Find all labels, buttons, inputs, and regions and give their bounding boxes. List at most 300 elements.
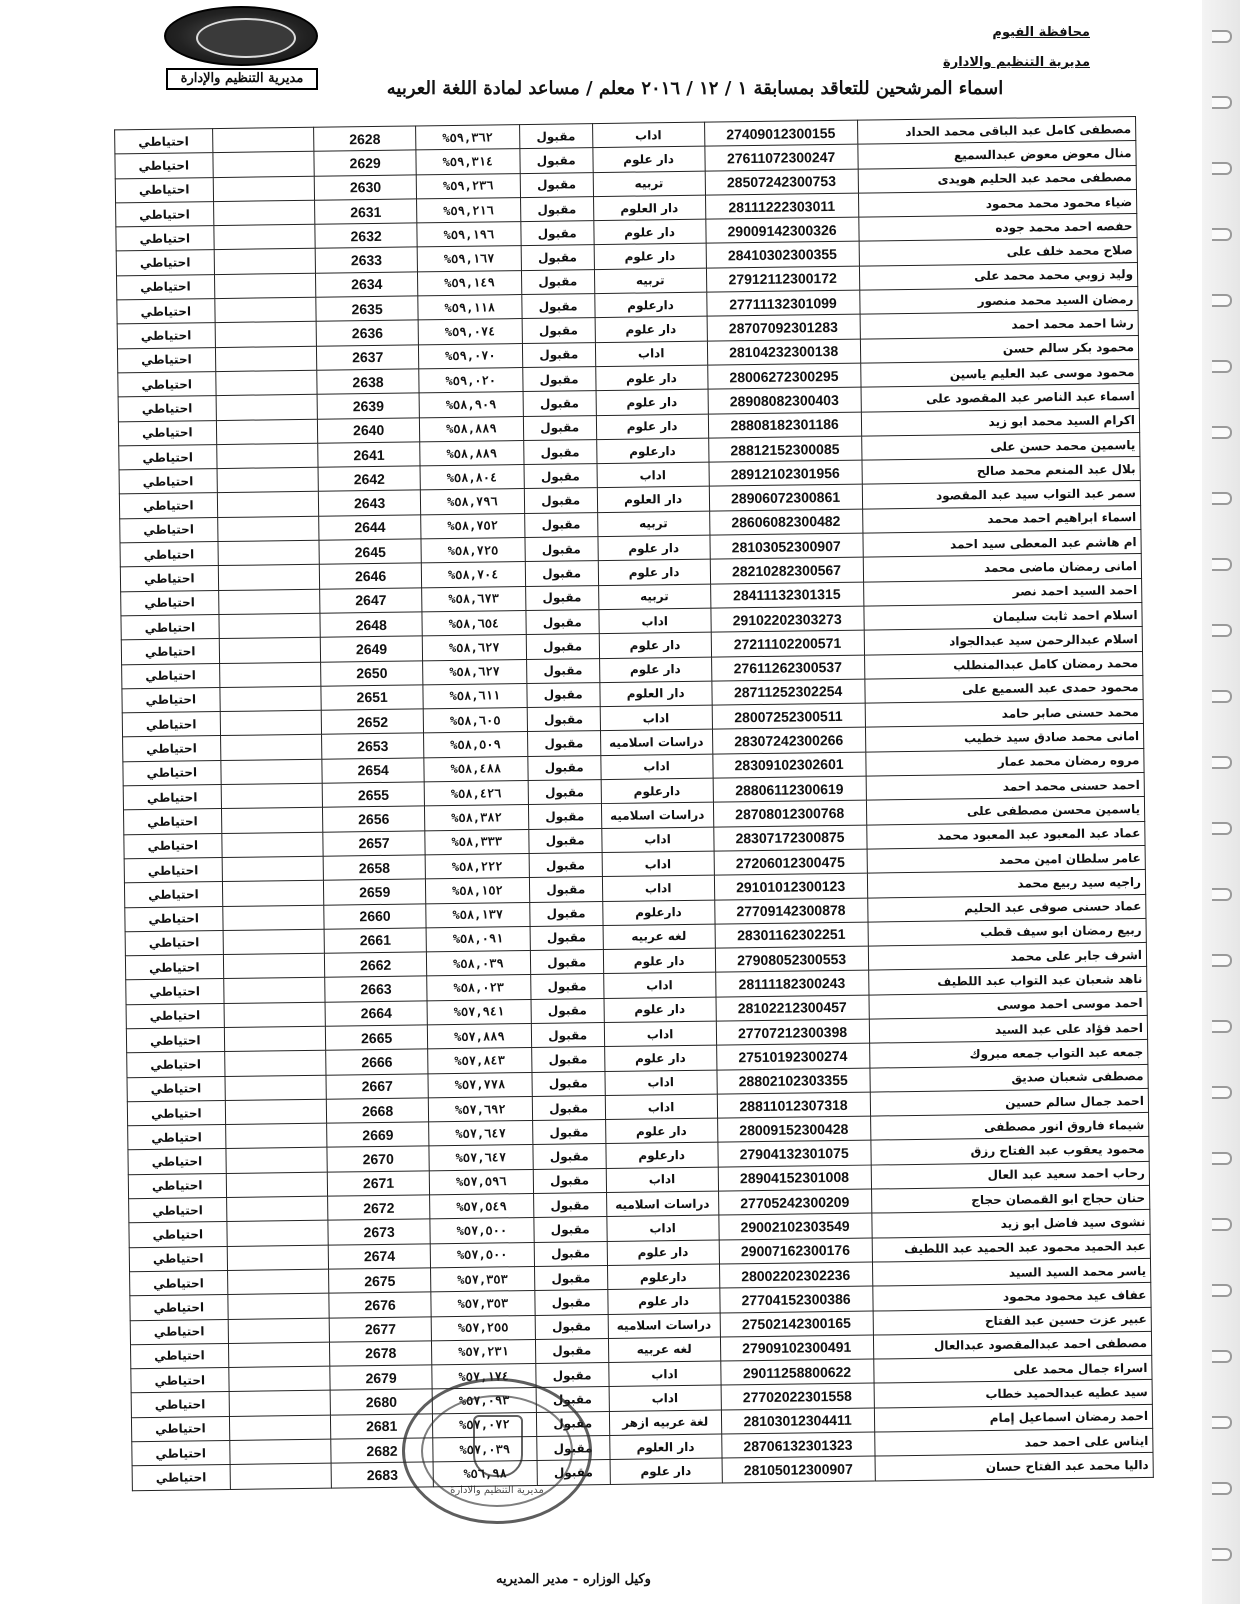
- blank-cell: [219, 637, 321, 663]
- blank-cell: [220, 759, 322, 785]
- candidate-name: عفاف عيد محمود محمود: [872, 1283, 1151, 1311]
- rank-number: 2662: [325, 952, 427, 978]
- candidate-name: محمد حسنى صابر حامد: [865, 700, 1144, 728]
- national-id: 28102212300457: [716, 995, 869, 1021]
- blank-cell: [213, 152, 315, 178]
- blank-cell: [217, 467, 319, 493]
- rank-number: 2628: [314, 126, 416, 152]
- national-id: 27211102200571: [711, 630, 864, 656]
- status: مقبول: [528, 755, 601, 780]
- qualification: دار علوم: [596, 414, 708, 440]
- rank-number: 2655: [322, 782, 424, 808]
- candidate-type: احتياطي: [128, 1125, 226, 1151]
- qualification: دار العلوم: [609, 1434, 721, 1460]
- signature-line: وكيل الوزاره - مدير المديريه: [496, 1572, 651, 1587]
- qualification: دارعلوم: [601, 778, 713, 804]
- national-id: 28410302300355: [706, 242, 859, 268]
- candidate-name: نشوى سيد فاضل ابو زيد: [871, 1210, 1150, 1238]
- national-id: 28912102301956: [709, 460, 862, 486]
- qualification: تربيه: [598, 584, 710, 610]
- score: %٥٧,٢٣١: [431, 1339, 535, 1365]
- rank-number: 2650: [321, 660, 423, 686]
- rank-number: 2634: [316, 272, 418, 298]
- score: %٥٩,١٩٦: [417, 222, 521, 248]
- candidate-type: احتياطي: [116, 201, 214, 227]
- blank-cell: [218, 540, 320, 566]
- national-id: 28507242300753: [705, 169, 858, 195]
- national-id: 28307172300875: [713, 825, 866, 851]
- national-id: 27510192300274: [716, 1043, 869, 1069]
- candidate-type: احتياطي: [126, 1003, 224, 1029]
- score: %٥٨,٠٩١: [426, 926, 530, 952]
- candidate-type: احتياطي: [122, 687, 220, 713]
- candidate-name: ربيع رمضان ابو سيف قطب: [868, 918, 1147, 946]
- status: مقبول: [528, 804, 601, 829]
- candidate-name: سمر عبد التواب سيد عبد المقصود: [862, 481, 1141, 509]
- qualification: دار علوم: [598, 535, 710, 561]
- rank-number: 2680: [330, 1389, 432, 1415]
- binder-ring-icon: [1212, 1086, 1232, 1099]
- candidate-name: عامر سلطان امين محمد: [867, 845, 1146, 873]
- score: %٥٩,٠٧٤: [418, 319, 522, 345]
- status: مقبول: [533, 1144, 606, 1169]
- rank-number: 2637: [317, 345, 419, 371]
- blank-cell: [213, 200, 315, 226]
- qualification: لغه عربيه: [608, 1337, 720, 1363]
- candidate-name: ياسمين محسن مصطفى على: [866, 797, 1145, 825]
- candidate-type: احتياطي: [123, 760, 221, 786]
- candidate-name: مروه رمضان محمد عمار: [865, 748, 1144, 776]
- status: مقبول: [526, 634, 599, 659]
- blank-cell: [224, 1026, 326, 1052]
- candidate-name: محمود بكر سالم حسن: [860, 335, 1139, 363]
- candidate-name: ايناس على احمد حمد: [874, 1428, 1153, 1456]
- rank-number: 2632: [315, 223, 417, 249]
- national-id: 27709142300878: [714, 898, 867, 924]
- national-id: 28210282300567: [710, 557, 863, 583]
- candidates-table-wrapper: [114, 116, 1154, 1491]
- status: مقبول: [533, 1193, 606, 1218]
- national-id: 27611262300537: [711, 655, 864, 681]
- qualification: اداب: [607, 1215, 719, 1241]
- status: مقبول: [527, 682, 600, 707]
- score: %٥٨,٧٢٥: [421, 538, 525, 564]
- candidate-name: اسماء ابراهيم احمد محمد: [862, 505, 1141, 533]
- blank-cell: [224, 1050, 326, 1076]
- score: %٥٨,٣٨٢: [424, 805, 528, 831]
- blank-cell: [226, 1172, 328, 1198]
- directorate-logo: [160, 4, 320, 86]
- score: %٥٧,٥٤٩: [430, 1194, 534, 1220]
- national-id: 28808182301186: [708, 412, 861, 438]
- status: مقبول: [520, 148, 593, 173]
- candidate-name: راجيه سيد ربيع محمد: [867, 870, 1146, 898]
- binder-ring-icon: [1212, 1548, 1232, 1561]
- national-id: 28711252302254: [711, 679, 864, 705]
- status: مقبول: [536, 1436, 609, 1461]
- candidate-name: حفصه احمد محمد جوده: [858, 214, 1137, 242]
- candidate-type: احتياطي: [131, 1416, 229, 1442]
- score: %٥٨,٧٥٢: [421, 513, 525, 539]
- status: مقبول: [530, 950, 603, 975]
- qualification: دارعلوم: [607, 1264, 719, 1290]
- candidate-type: احتياطي: [121, 614, 219, 640]
- national-id: 27707212300398: [716, 1019, 869, 1045]
- national-id: 28812152300085: [708, 436, 861, 462]
- candidate-name: محمد رمضان كامل عبدالمنطلب: [864, 651, 1143, 679]
- candidate-name: ناهد شعبان عبد التواب عبد اللطيف: [868, 967, 1147, 995]
- national-id: 27206012300475: [714, 849, 867, 875]
- score: %٥٧,٥٠٠: [430, 1242, 534, 1268]
- blank-cell: [222, 905, 324, 931]
- score: %٥٧,٩٤١: [427, 999, 531, 1025]
- governorate-label: محافظة الفيوم: [992, 25, 1090, 40]
- candidate-name: اسلام عبدالرحمن سيد عبدالجواد: [864, 627, 1143, 655]
- qualification: دراسات اسلاميه: [608, 1313, 720, 1339]
- status: مقبول: [534, 1265, 607, 1290]
- qualification: دار علوم: [595, 365, 707, 391]
- status: مقبول: [527, 731, 600, 756]
- candidate-type: احتياطي: [118, 420, 216, 446]
- candidate-type: احتياطي: [130, 1295, 228, 1321]
- qualification: اداب: [608, 1361, 720, 1387]
- candidate-name: اسماء عبد الناصر عبد المقصود على: [861, 384, 1140, 412]
- national-id: 28707092301283: [707, 315, 860, 341]
- score: %٥٩,٠٢٠: [419, 368, 523, 394]
- candidate-name: عبير عزت حسين عبد الفتاح: [873, 1307, 1152, 1335]
- status: مقبول: [527, 707, 600, 732]
- qualification: دار علوم: [607, 1288, 719, 1314]
- national-id: 29007162300176: [719, 1238, 872, 1264]
- rank-number: 2658: [323, 855, 425, 881]
- status: مقبول: [523, 415, 596, 440]
- score: %٥٩,١٤٩: [417, 270, 521, 296]
- national-id: 28904152301008: [718, 1165, 871, 1191]
- candidate-type: احتياطي: [119, 493, 217, 519]
- national-id: 27912112300172: [706, 266, 859, 292]
- national-id: 28111222303011: [705, 193, 858, 219]
- score: %٥٨,٠٣٩: [426, 951, 530, 977]
- score: %٥٨,٦٥٤: [422, 610, 526, 636]
- status: مقبول: [534, 1241, 607, 1266]
- blank-cell: [227, 1245, 329, 1271]
- qualification: اداب: [595, 341, 707, 367]
- rank-number: 2647: [320, 588, 422, 614]
- status: مقبول: [534, 1217, 607, 1242]
- score: %٥٨,٥٠٩: [424, 732, 528, 758]
- binder-ring-icon: [1212, 426, 1232, 439]
- candidate-type: احتياطي: [120, 542, 218, 568]
- blank-cell: [216, 443, 318, 469]
- blank-cell: [220, 710, 322, 736]
- binder-ring-icon: [1212, 756, 1232, 769]
- qualification: اداب: [600, 754, 712, 780]
- seal-text: مديرية التنظيم والادارة: [450, 1485, 544, 1496]
- candidate-type: احتياطي: [132, 1465, 230, 1491]
- candidate-type: احتياطي: [129, 1246, 227, 1272]
- qualification: لغه عربيه: [603, 924, 715, 950]
- candidate-type: احتياطي: [130, 1270, 228, 1296]
- blank-cell: [221, 808, 323, 834]
- status: مقبول: [522, 342, 595, 367]
- candidate-type: احتياطي: [127, 1100, 225, 1126]
- candidate-type: احتياطي: [117, 347, 215, 373]
- blank-cell: [214, 249, 316, 275]
- score: %٥٧,٦٤٧: [429, 1145, 533, 1171]
- blank-cell: [215, 370, 317, 396]
- qualification: دارعلوم: [606, 1143, 718, 1169]
- candidate-name: احمد موسى احمد موسى: [869, 991, 1148, 1019]
- national-id: 29009142300326: [705, 217, 858, 243]
- blank-cell: [215, 322, 317, 348]
- rank-number: 2639: [317, 393, 419, 419]
- candidate-name: عبد الحميد محمود عبد الحميد عبد اللطيف: [872, 1234, 1151, 1262]
- blank-cell: [227, 1293, 329, 1319]
- candidate-name: امانى رمضان ماضى محمد: [863, 554, 1142, 582]
- candidate-name: اشرف جابر على محمد: [868, 943, 1147, 971]
- candidate-name: سيد عطيه عبدالحميد خطاب: [874, 1380, 1153, 1408]
- candidate-type: احتياطي: [122, 712, 220, 738]
- qualification: دار علوم: [610, 1458, 722, 1484]
- rank-number: 2683: [331, 1462, 433, 1488]
- candidate-name: مصطفى محمد عبد الحليم هويدى: [858, 165, 1137, 193]
- qualification: اداب: [597, 462, 709, 488]
- qualification: دار علوم: [604, 997, 716, 1023]
- status: مقبول: [521, 245, 594, 270]
- blank-cell: [228, 1342, 330, 1368]
- binder-ring-icon: [1212, 360, 1232, 373]
- candidate-type: احتياطي: [132, 1441, 230, 1467]
- status: مقبول: [537, 1460, 610, 1485]
- status: مقبول: [532, 1095, 605, 1120]
- blank-cell: [227, 1269, 329, 1295]
- qualification: اداب: [603, 972, 715, 998]
- national-id: 28307242300266: [712, 728, 865, 754]
- candidate-type: احتياطي: [115, 129, 213, 155]
- national-id: 28802102303355: [717, 1068, 870, 1094]
- rank-number: 2651: [321, 685, 423, 711]
- candidate-name: رمضان السيد محمد منصور: [859, 287, 1138, 315]
- national-id: 27705242300209: [718, 1189, 871, 1215]
- blank-cell: [219, 662, 321, 688]
- candidate-name: احمد جمال سالم حسين: [870, 1088, 1149, 1116]
- candidate-type: احتياطي: [129, 1198, 227, 1224]
- qualification: دار علوم: [599, 632, 711, 658]
- score: %٥٧,٦٤٧: [429, 1121, 533, 1147]
- score: %٥٧,٥٠٠: [430, 1218, 534, 1244]
- candidate-type: احتياطي: [130, 1319, 228, 1345]
- blank-cell: [222, 880, 324, 906]
- blank-cell: [213, 176, 315, 202]
- national-id: 28811012307318: [717, 1092, 870, 1118]
- blank-cell: [216, 395, 318, 421]
- candidates-table-body: [115, 117, 1154, 1491]
- status: مقبول: [520, 197, 593, 222]
- candidate-type: احتياطي: [118, 396, 216, 422]
- score: %٥٩,٢٣٦: [416, 173, 520, 199]
- national-id: 28105012300907: [722, 1456, 875, 1482]
- binder-ring-icon: [1212, 228, 1232, 241]
- candidate-name: عماد حسنى صوفى عبد الحليم: [867, 894, 1146, 922]
- candidate-type: احتياطي: [128, 1149, 226, 1175]
- candidate-type: احتياطي: [127, 1052, 225, 1078]
- status: مقبول: [525, 537, 598, 562]
- blank-cell: [222, 856, 324, 882]
- status: مقبول: [519, 124, 592, 149]
- blank-cell: [224, 1002, 326, 1028]
- score: %٥٩,٣٦٢: [416, 125, 520, 151]
- candidate-name: محمود يعقوب عبد الفتاح رزق: [871, 1137, 1150, 1165]
- status: مقبول: [532, 1071, 605, 1096]
- blank-cell: [225, 1075, 327, 1101]
- qualification: دارعلوم: [596, 438, 708, 464]
- score: %٥٩,١١٨: [418, 295, 522, 321]
- qualification: دار علوم: [593, 146, 705, 172]
- rank-number: 2672: [328, 1195, 430, 1221]
- score: %٥٨,١٣٧: [426, 902, 530, 928]
- candidate-type: احتياطي: [125, 906, 223, 932]
- header-block: [943, 18, 1090, 78]
- national-id: 28301162302251: [715, 922, 868, 948]
- blank-cell: [223, 953, 325, 979]
- blank-cell: [226, 1196, 328, 1222]
- candidate-type: احتياطي: [129, 1222, 227, 1248]
- rank-number: 2657: [323, 830, 425, 856]
- binder-ring-icon: [1212, 30, 1232, 43]
- logo-emblem-icon: [164, 6, 318, 66]
- rank-number: 2668: [327, 1098, 429, 1124]
- rank-number: 2667: [326, 1073, 428, 1099]
- binder-ring-icon: [1212, 690, 1232, 703]
- national-id: 29011258800622: [720, 1359, 873, 1385]
- qualification: اداب: [609, 1385, 721, 1411]
- rank-number: 2671: [328, 1171, 430, 1197]
- blank-cell: [218, 565, 320, 591]
- status: مقبول: [530, 925, 603, 950]
- rank-number: 2642: [318, 466, 420, 492]
- blank-cell: [229, 1439, 331, 1465]
- rank-number: 2640: [318, 417, 420, 443]
- qualification: دراسات اسلاميه: [606, 1191, 718, 1217]
- logo-label: مديرية التنظيم والإدارة: [166, 68, 318, 90]
- rank-number: 2635: [316, 296, 418, 322]
- rank-number: 2678: [330, 1341, 432, 1367]
- qualification: تربيه: [597, 511, 709, 537]
- qualification: اداب: [605, 1094, 717, 1120]
- candidate-name: بلال عبد المنعم محمد صالح: [862, 457, 1141, 485]
- qualification: دار علوم: [596, 389, 708, 415]
- blank-cell: [221, 783, 323, 809]
- binder-ring-icon: [1212, 822, 1232, 835]
- candidate-name: شيماء فاروق انور مصطفى: [870, 1113, 1149, 1141]
- page-title: اسماء المرشحين للتعاقد بمسابقة ١ / ١٢ / ٢٠١٦ معلم / مساعد لمادة اللغة العربيه: [386, 78, 1004, 99]
- rank-number: 2656: [323, 806, 425, 832]
- score: %٥٩,١٦٧: [417, 246, 521, 272]
- score: %٥٨,٦٠٥: [423, 708, 527, 734]
- blank-cell: [218, 589, 320, 615]
- status: مقبول: [524, 512, 597, 537]
- rank-number: 2679: [330, 1365, 432, 1391]
- candidate-name: اسلام احمد ثابت سليمان: [864, 602, 1143, 630]
- national-id: 28103052300907: [710, 533, 863, 559]
- binder-ring-icon: [1212, 1218, 1232, 1231]
- candidate-type: احتياطي: [116, 250, 214, 276]
- score: %٥٨,٢٢٢: [425, 853, 529, 879]
- candidate-name: احمد السيد احمد نصر: [863, 578, 1142, 606]
- national-id: 28009152300428: [717, 1116, 870, 1142]
- status: مقبول: [533, 1168, 606, 1193]
- rank-number: 2643: [319, 490, 421, 516]
- blank-cell: [212, 127, 314, 153]
- score: %٥٧,٠٣٩: [433, 1436, 537, 1462]
- candidate-name: منال معوض معوض عبدالسميع: [857, 141, 1136, 169]
- candidate-type: احتياطي: [117, 274, 215, 300]
- score: %٥٧,٢٥٥: [431, 1315, 535, 1341]
- qualification: دار العلوم: [593, 195, 705, 221]
- blank-cell: [228, 1366, 330, 1392]
- rank-number: 2646: [320, 563, 422, 589]
- national-id: 28906072300861: [709, 485, 862, 511]
- status: مقبول: [529, 852, 602, 877]
- national-id: 27909102300491: [720, 1335, 873, 1361]
- binder-ring-icon: [1212, 954, 1232, 967]
- candidates-table: [114, 116, 1154, 1491]
- rank-number: 2660: [324, 903, 426, 929]
- candidate-type: احتياطي: [123, 809, 221, 835]
- official-seal: [402, 1378, 592, 1524]
- score: %٥٧,٧٧٨: [428, 1072, 532, 1098]
- candidate-type: احتياطي: [121, 590, 219, 616]
- rank-number: 2649: [321, 636, 423, 662]
- status: مقبول: [536, 1387, 609, 1412]
- qualification: تربيه: [594, 268, 706, 294]
- score: %٥٧,٠٧٢: [432, 1412, 536, 1438]
- status: مقبول: [524, 488, 597, 513]
- status: مقبول: [535, 1338, 608, 1363]
- status: مقبول: [535, 1363, 608, 1388]
- candidate-type: احتياطي: [116, 226, 214, 252]
- binder-ring-icon: [1212, 96, 1232, 109]
- qualification: اداب: [606, 1167, 718, 1193]
- blank-cell: [216, 419, 318, 445]
- blank-cell: [219, 613, 321, 639]
- qualification: دار علوم: [599, 657, 711, 683]
- national-id: 27502142300165: [720, 1311, 873, 1337]
- binder-ring-icon: [1212, 1020, 1232, 1033]
- score: %٥٩,٣١٤: [416, 149, 520, 175]
- binder-ring-icon: [1212, 624, 1232, 637]
- binder-ring-icon: [1212, 492, 1232, 505]
- national-id: 27611072300247: [704, 144, 857, 170]
- qualification: دار علوم: [594, 244, 706, 270]
- candidate-type: احتياطي: [130, 1343, 228, 1369]
- rank-number: 2665: [326, 1025, 428, 1051]
- status: مقبول: [526, 658, 599, 683]
- status: مقبول: [525, 561, 598, 586]
- qualification: دار علوم: [604, 1045, 716, 1071]
- qualification: دارعلوم: [602, 900, 714, 926]
- rank-number: 2644: [319, 515, 421, 541]
- qualification: دراسات اسلاميه: [600, 730, 712, 756]
- national-id: 29101012300123: [714, 873, 867, 899]
- candidate-name: ام هاشم عبد المعطى سيد احمد: [863, 530, 1142, 558]
- candidate-type: احتياطي: [117, 323, 215, 349]
- binder-ring-icon: [1212, 294, 1232, 307]
- rank-number: 2629: [314, 150, 416, 176]
- qualification: اداب: [600, 705, 712, 731]
- candidate-name: حنان حجاج ابو القمصان حجاج: [871, 1185, 1150, 1213]
- status: مقبول: [529, 828, 602, 853]
